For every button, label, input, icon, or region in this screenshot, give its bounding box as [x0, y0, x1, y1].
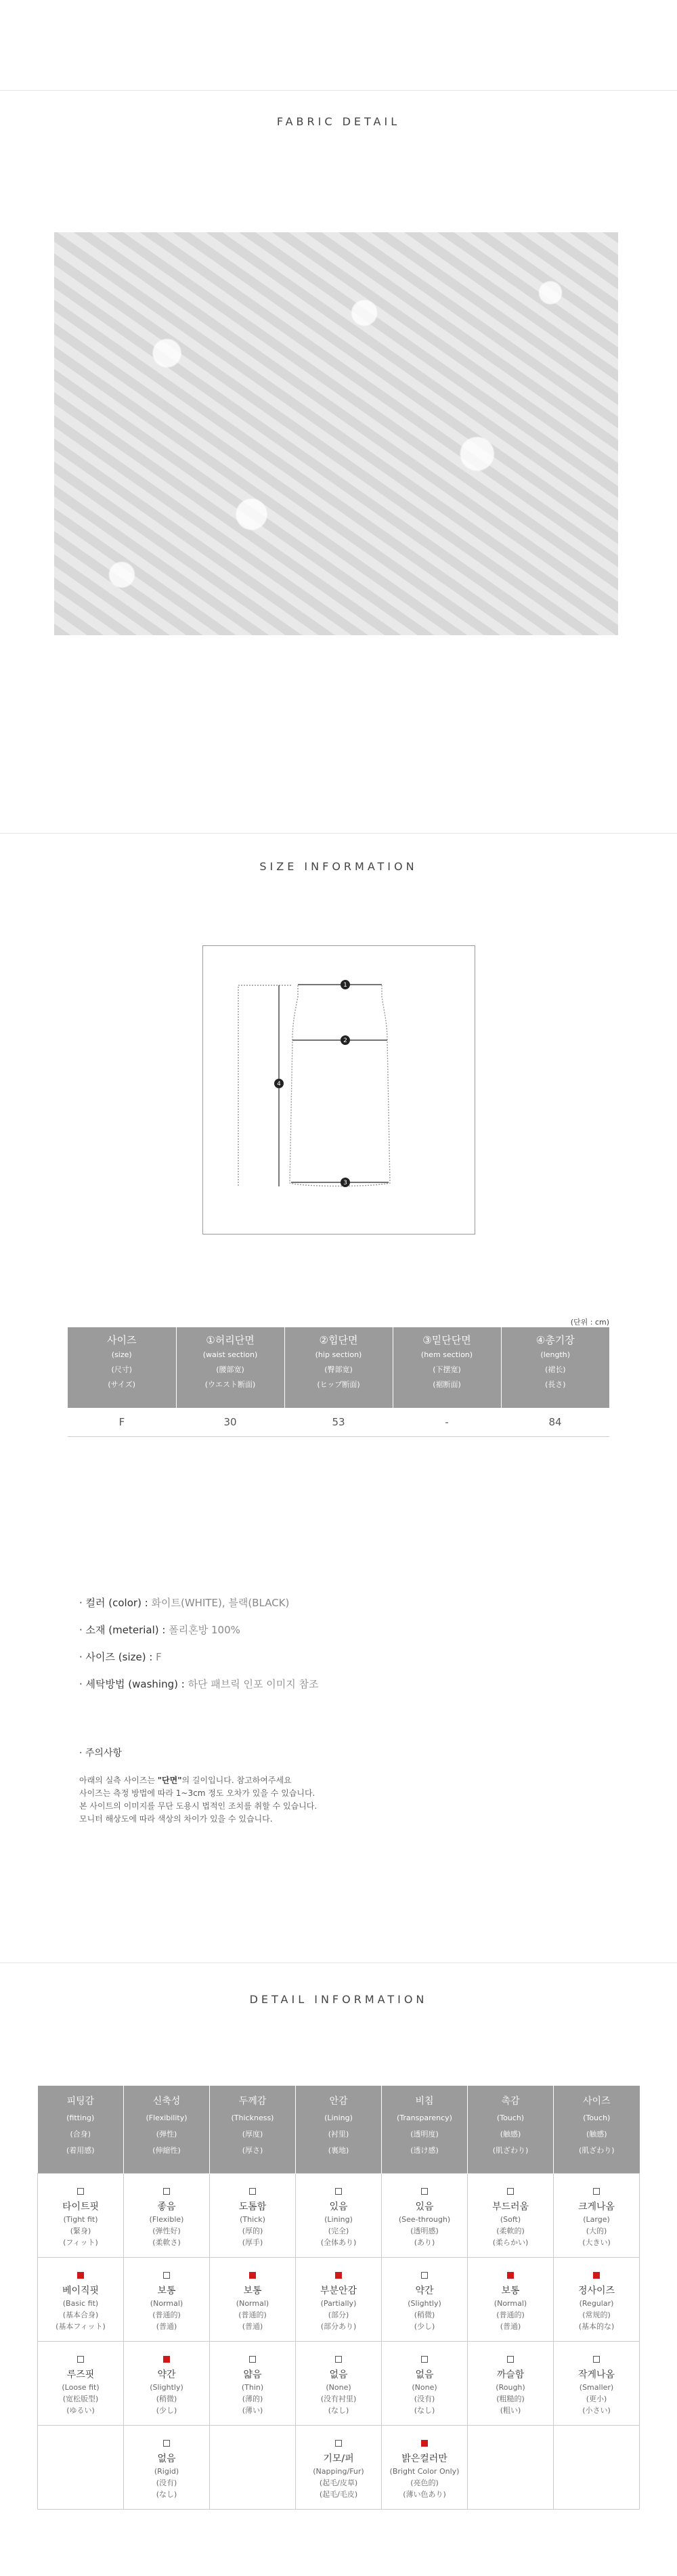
notice-text: 아래의 실측 사이즈는 [79, 1776, 158, 1785]
option-translation: (部分あり) [320, 2322, 357, 2331]
option-translation: (None) [326, 2383, 351, 2392]
header-label: 사이즈 [107, 1334, 137, 1346]
option-label: 작게나옴 [577, 2369, 615, 2380]
header-japanese: (裏地) [328, 2146, 349, 2155]
header-japanese: (伸縮性) [152, 2146, 181, 2155]
option-translation: (なし) [328, 2406, 349, 2415]
header-japanese: (ウエスト断面) [204, 1380, 256, 1389]
unit-note: (단위 : cm) [570, 1318, 609, 1327]
skirt-diagram [202, 945, 475, 1235]
detail-header [382, 2086, 468, 2174]
unchecked-box-icon [163, 2272, 170, 2279]
detail-cell [382, 2342, 468, 2426]
unchecked-box-icon [163, 2440, 170, 2447]
notice-line: 본 사이트의 이미지를 무단 도용시 법적인 조치를 취할 수 있습니다. [79, 1801, 318, 1811]
header-chinese: (下摆宽) [433, 1365, 461, 1374]
option-translation: (Flexible) [149, 2215, 184, 2224]
option-translation: (Basic fit) [62, 2299, 99, 2308]
header-chinese: (厚度) [242, 2130, 263, 2139]
table-row [38, 2426, 640, 2510]
size-table-header [68, 1327, 176, 1408]
option-translation: (None) [412, 2383, 437, 2392]
option-label: 루즈핏 [66, 2369, 95, 2380]
header-japanese: (肌ざわり) [578, 2146, 615, 2155]
option-label: 약간 [157, 2369, 176, 2380]
divider [0, 1962, 677, 1963]
option-translation: (普通的) [496, 2311, 525, 2319]
header-japanese: (透け感) [410, 2146, 439, 2155]
option-label: 보통 [501, 2285, 520, 2296]
option-translation: (大的) [586, 2227, 607, 2235]
info-row [79, 1677, 319, 1704]
notice-block [79, 1746, 317, 1826]
size-table-header [176, 1327, 284, 1408]
detail-cell [554, 2426, 640, 2510]
detail-cell [296, 2174, 382, 2258]
detail-cell [124, 2174, 210, 2258]
notice-line: 사이즈는 측정 방법에 따라 1~3cm 정도 오차가 있을 수 있습니다. [79, 1788, 315, 1798]
detail-cell [468, 2426, 554, 2510]
header-chinese: (弹性) [156, 2130, 177, 2139]
option-translation: (全体あり) [320, 2238, 357, 2247]
option-translation: (See-through) [398, 2215, 451, 2224]
unchecked-box-icon [249, 2188, 256, 2195]
size-cell: 30 [176, 1408, 284, 1437]
header-label: 신축성 [152, 2096, 181, 2107]
option-label: 약간 [415, 2285, 434, 2296]
fabric-detail-title: FABRIC DETAIL [276, 115, 401, 128]
info-row [79, 1595, 319, 1623]
detail-cell [382, 2258, 468, 2342]
table-row [38, 2174, 640, 2258]
detail-cell [296, 2426, 382, 2510]
header-english: (Thickness) [231, 2113, 274, 2122]
checked-box-icon [335, 2272, 342, 2279]
unchecked-box-icon [335, 2188, 342, 2195]
detail-table [37, 2086, 640, 2510]
option-label: 베이직핏 [62, 2285, 100, 2296]
header-japanese: (肌ざわり) [492, 2146, 529, 2155]
option-translation: (没有) [414, 2395, 435, 2403]
info-value: 하단 패브릭 인포 이미지 참조 [188, 1678, 319, 1690]
size-table-header [393, 1327, 501, 1408]
fabric-photo [54, 232, 618, 635]
option-translation: (弹性好) [152, 2227, 181, 2235]
header-chinese: (衬里) [328, 2130, 349, 2139]
header-label: 촉감 [501, 2096, 520, 2107]
detail-cell [38, 2426, 124, 2510]
option-translation: (稍微) [156, 2395, 177, 2403]
unchecked-box-icon [421, 2272, 428, 2279]
header-chinese: (透明度) [410, 2130, 439, 2139]
size-information-title: SIZE INFORMATION [259, 860, 418, 873]
detail-cell [382, 2174, 468, 2258]
option-translation: (大きい) [582, 2238, 611, 2247]
header-english: (Transparency) [397, 2113, 452, 2122]
header-english: (hip section) [315, 1350, 362, 1359]
header-japanese: (着用感) [66, 2146, 95, 2155]
unchecked-box-icon [593, 2356, 600, 2363]
option-translation: (Thin) [241, 2383, 264, 2392]
notice-title: · 주의사항 [79, 1748, 122, 1759]
info-label: · 사이즈 (size) : [79, 1651, 153, 1663]
option-translation: (Lining) [324, 2215, 353, 2224]
option-translation: (宽松版型) [62, 2395, 99, 2403]
detail-cell [210, 2174, 296, 2258]
detail-cell [124, 2426, 210, 2510]
unchecked-box-icon [507, 2188, 514, 2195]
option-translation: (粗い) [500, 2406, 521, 2415]
detail-cell [382, 2426, 468, 2510]
option-translation: (粗糙的) [496, 2395, 525, 2403]
header-chinese: (裙长) [544, 1365, 566, 1374]
option-translation: (フィット) [63, 2238, 98, 2247]
header-japanese: (長さ) [544, 1380, 566, 1389]
header-english: (Touch) [496, 2113, 525, 2122]
detail-cell [210, 2426, 296, 2510]
option-label: 없음 [329, 2369, 348, 2380]
notice-line [79, 1774, 317, 1787]
option-translation: (Loose fit) [62, 2383, 100, 2392]
notice-emphasis: "단면" [157, 1776, 182, 1785]
detail-cell [468, 2174, 554, 2258]
option-label: 부드러움 [492, 2202, 529, 2212]
header-chinese: (臀部宽) [324, 1365, 353, 1374]
option-label: 보통 [157, 2285, 176, 2296]
option-label: 부분안감 [320, 2285, 357, 2296]
size-cell: 84 [501, 1408, 609, 1437]
header-chinese: (触感) [586, 2130, 607, 2139]
header-label: 사이즈 [582, 2096, 611, 2107]
table-row [38, 2258, 640, 2342]
option-translation: (薄い色あり) [403, 2490, 446, 2499]
option-translation: (普通的) [238, 2311, 267, 2319]
option-translation: (起毛/皮草) [319, 2478, 358, 2487]
detail-cell [554, 2258, 640, 2342]
header-english: (waist section) [202, 1350, 258, 1359]
option-label: 있음 [329, 2202, 348, 2212]
info-value: 화이트(WHITE), 블랙(BLACK) [151, 1597, 290, 1609]
option-translation: (柔らかい) [492, 2238, 529, 2247]
option-translation: (薄い) [242, 2406, 263, 2415]
length-guide-line [238, 985, 291, 1186]
detail-cell [38, 2342, 124, 2426]
marker-3: 3 [343, 1180, 347, 1186]
option-translation: (少し) [156, 2406, 177, 2415]
info-row [79, 1650, 319, 1677]
marker-2: 2 [343, 1037, 347, 1044]
detail-header [554, 2086, 640, 2174]
option-label: 도톰함 [238, 2202, 267, 2212]
header-english: (Touch) [583, 2113, 611, 2122]
option-translation: (完全) [328, 2227, 349, 2235]
detail-cell [124, 2258, 210, 2342]
option-translation: (普通) [500, 2322, 521, 2331]
size-cell: - [393, 1408, 501, 1437]
marker-1: 1 [343, 982, 347, 989]
header-japanese: (ヒップ断面) [317, 1380, 360, 1389]
option-translation: (基本フィット) [56, 2322, 106, 2331]
size-table-header [501, 1327, 609, 1408]
checked-box-icon [507, 2272, 514, 2279]
header-label: 피팅감 [66, 2096, 95, 2107]
unchecked-box-icon [335, 2440, 342, 2447]
option-translation: (緊身) [70, 2227, 91, 2235]
option-translation: (なし) [414, 2406, 435, 2415]
checked-box-icon [421, 2440, 428, 2447]
option-translation: (柔軟的) [496, 2227, 525, 2235]
unchecked-box-icon [163, 2188, 170, 2195]
header-english: (size) [111, 1350, 132, 1359]
option-translation: (Rough) [496, 2383, 525, 2392]
option-label: 기모/퍼 [323, 2453, 354, 2464]
option-translation: (Normal) [236, 2299, 269, 2308]
header-english: (length) [540, 1350, 571, 1359]
detail-header [124, 2086, 210, 2174]
notice-line: 모니터 해상도에 따라 색상의 차이가 있을 수 있습니다. [79, 1814, 273, 1824]
header-label: ③밑단단면 [422, 1334, 471, 1346]
detail-header [468, 2086, 554, 2174]
option-translation: (普通) [242, 2322, 263, 2331]
option-translation: (起毛/毛皮) [319, 2490, 358, 2499]
option-label: 얇음 [243, 2369, 262, 2380]
option-translation: (Normal) [150, 2299, 183, 2308]
option-translation: (更小) [586, 2395, 607, 2403]
option-translation: (普通的) [152, 2311, 181, 2319]
option-translation: (Slightly) [408, 2299, 441, 2308]
option-label: 크게나옴 [577, 2202, 615, 2212]
option-translation: (普通) [156, 2322, 177, 2331]
option-translation: (Regular) [579, 2299, 614, 2308]
detail-cell [468, 2342, 554, 2426]
option-translation: (Slightly) [150, 2383, 183, 2392]
checked-box-icon [593, 2272, 600, 2279]
option-label: 타이트핏 [62, 2202, 100, 2212]
detail-cell [210, 2342, 296, 2426]
detail-cell [554, 2342, 640, 2426]
checked-box-icon [249, 2272, 256, 2279]
option-label: 까슬함 [496, 2369, 525, 2380]
checked-box-icon [163, 2356, 170, 2363]
info-value: F [156, 1651, 162, 1663]
product-info-list [79, 1595, 319, 1704]
marker-4: 4 [277, 1081, 281, 1088]
info-label: · 소재 (meterial) : [79, 1624, 166, 1636]
unchecked-box-icon [77, 2188, 84, 2195]
option-label: 없음 [415, 2369, 434, 2380]
detail-cell [296, 2342, 382, 2426]
option-translation: (厚的) [242, 2227, 263, 2235]
header-label: 안감 [329, 2096, 348, 2107]
option-translation: (基本的な) [578, 2322, 615, 2331]
header-label: ①허리단면 [206, 1334, 255, 1346]
info-value: 폴리혼방 100% [169, 1624, 240, 1636]
unchecked-box-icon [249, 2356, 256, 2363]
skirt-outline [203, 946, 475, 1234]
detail-header [38, 2086, 124, 2174]
header-label: 비침 [415, 2096, 434, 2107]
detail-cell [38, 2174, 124, 2258]
unchecked-box-icon [77, 2356, 84, 2363]
option-label: 보통 [243, 2285, 262, 2296]
info-row [79, 1623, 319, 1650]
unchecked-box-icon [421, 2188, 428, 2195]
option-translation: (亮色的) [410, 2478, 439, 2487]
option-translation: (没有) [156, 2478, 177, 2487]
option-translation: (透明感) [410, 2227, 439, 2235]
checked-box-icon [77, 2272, 84, 2279]
header-chinese: (尺寸) [111, 1365, 133, 1374]
header-japanese: (裾断面) [433, 1380, 461, 1389]
header-label: ②힙단면 [319, 1334, 358, 1346]
table-row [68, 1408, 609, 1437]
detail-information-title: DETAIL INFORMATION [249, 1993, 428, 2006]
size-cell: F [68, 1408, 176, 1437]
header-english: (Lining) [324, 2113, 353, 2122]
option-translation: (薄的) [242, 2395, 263, 2403]
option-translation: (Large) [583, 2215, 610, 2224]
detail-cell [296, 2258, 382, 2342]
unchecked-box-icon [507, 2356, 514, 2363]
option-translation: (なし) [156, 2490, 177, 2499]
option-translation: (ゆるい) [66, 2406, 95, 2415]
detail-cell [210, 2258, 296, 2342]
header-chinese: (触感) [500, 2130, 521, 2139]
unchecked-box-icon [335, 2356, 342, 2363]
option-translation: (稍微) [414, 2311, 435, 2319]
unchecked-box-icon [421, 2356, 428, 2363]
option-translation: (厚手) [242, 2238, 263, 2247]
header-label: 두께감 [238, 2096, 267, 2107]
header-chinese: (合身) [70, 2130, 91, 2139]
divider [0, 90, 677, 91]
option-translation: (Partially) [320, 2299, 357, 2308]
info-label: · 세탁방법 (washing) : [79, 1678, 185, 1690]
header-label: ④총기장 [536, 1334, 575, 1346]
option-translation: (Smaller) [579, 2383, 614, 2392]
option-translation: (Thick) [240, 2215, 265, 2224]
header-japanese: (サイズ) [108, 1380, 136, 1389]
unchecked-box-icon [593, 2188, 600, 2195]
detail-cell [124, 2342, 210, 2426]
detail-header [210, 2086, 296, 2174]
option-translation: (Soft) [500, 2215, 521, 2224]
header-english: (Flexibility) [146, 2113, 188, 2122]
option-label: 없음 [157, 2453, 176, 2464]
info-label: · 컬러 (color) : [79, 1597, 148, 1609]
option-translation: (常规的) [582, 2311, 611, 2319]
option-translation: (少し) [414, 2322, 435, 2331]
option-translation: (部分) [328, 2311, 349, 2319]
option-label: 좋음 [157, 2202, 176, 2212]
header-english: (hem section) [420, 1350, 473, 1359]
option-translation: (Napping/Fur) [313, 2467, 364, 2476]
table-row [38, 2342, 640, 2426]
header-chinese: (腰部宽) [216, 1365, 244, 1374]
option-translation: (あり) [414, 2238, 435, 2247]
detail-cell [468, 2258, 554, 2342]
detail-cell [38, 2258, 124, 2342]
option-label: 있음 [415, 2202, 434, 2212]
size-table-header [284, 1327, 393, 1408]
size-cell: 53 [284, 1408, 393, 1437]
option-label: 정사이즈 [577, 2285, 615, 2296]
option-translation: (Rigid) [154, 2467, 179, 2476]
divider [0, 833, 677, 834]
option-translation: (Bright Color Only) [389, 2467, 460, 2476]
option-translation: (小さい) [582, 2406, 611, 2415]
option-translation: (Normal) [494, 2299, 527, 2308]
option-translation: (柔軟さ) [152, 2238, 181, 2247]
detail-cell [554, 2174, 640, 2258]
header-japanese: (厚さ) [242, 2146, 263, 2155]
option-label: 밝은컬러만 [401, 2453, 447, 2464]
option-translation: (Tight fit) [63, 2215, 98, 2224]
size-table [68, 1327, 609, 1437]
option-translation: (没有衬里) [320, 2395, 357, 2403]
option-translation: (基本合身) [62, 2311, 99, 2319]
detail-header [296, 2086, 382, 2174]
header-english: (fitting) [66, 2113, 95, 2122]
notice-text: 의 길이입니다. 참고하여주세요 [181, 1776, 292, 1785]
